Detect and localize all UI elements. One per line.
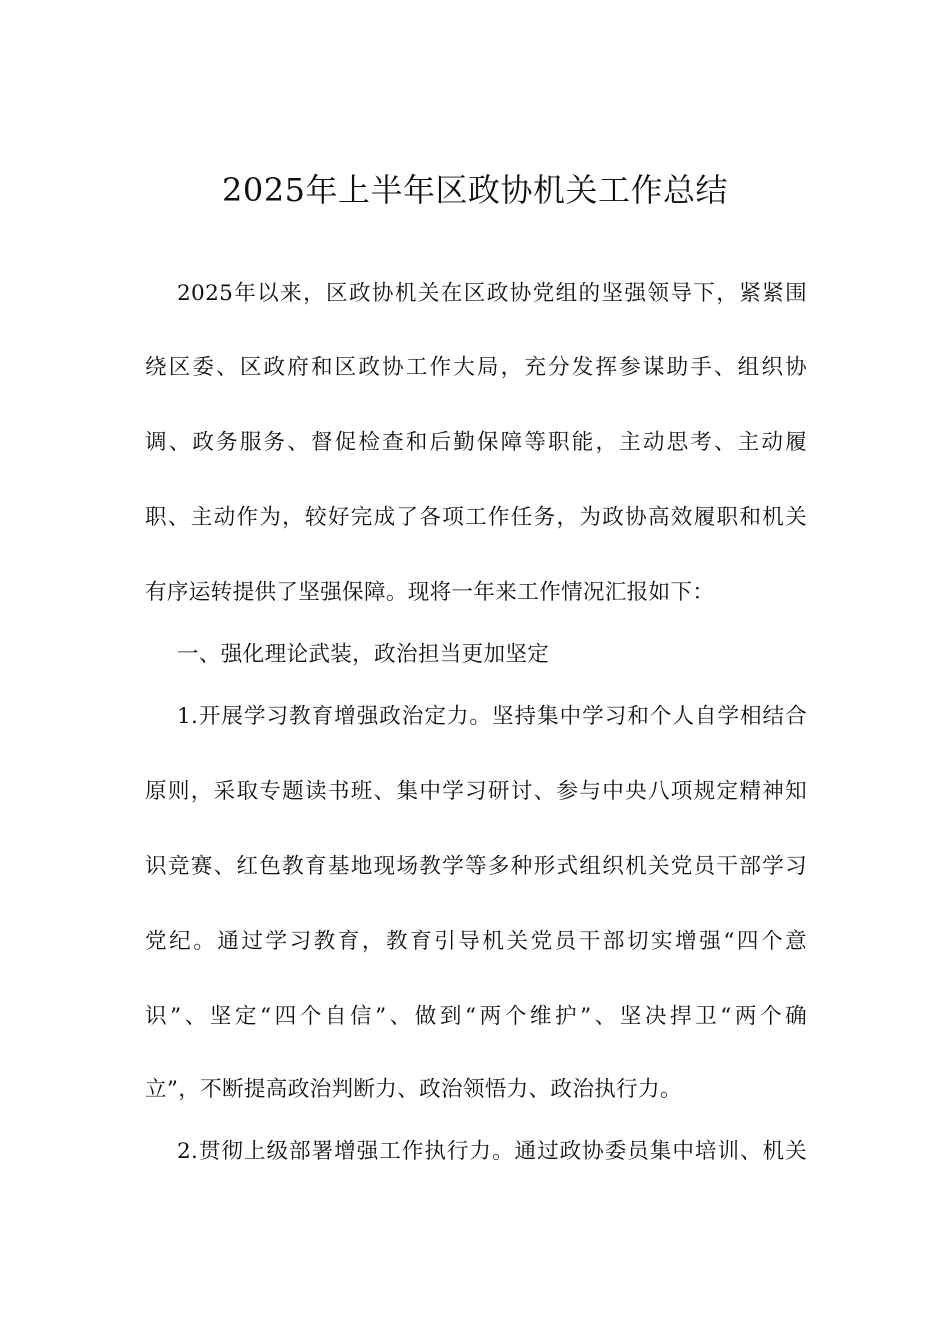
intro-paragraph-line-3: 调、政务服务、督促检查和后勤保障等职能，主动思考、主动履 (145, 430, 807, 455)
intro-paragraph-line-5: 有序运转提供了坚强保障。现将一年来工作情况汇报如下： (145, 580, 715, 605)
document-title: 2025年上半年区政协机关工作总结 (222, 171, 728, 209)
intro-paragraph-line-1: 2025年以来，区政协机关在区政协党组的坚强领导下，紧紧围 (177, 281, 807, 306)
section-heading-1: 一、强化理论武装，政治担当更加坚定 (177, 642, 550, 667)
item-1-line-1: 1.开展学习教育增强政治定力。坚持集中学习和个人自学相结合 (177, 704, 807, 729)
item-1-line-4: 党纪。通过学习教育，教育引导机关党员干部切实增强“四个意 (145, 929, 807, 954)
item-2-line-1: 2.贯彻上级部署增强工作执行力。通过政协委员集中培训、机关 (177, 1139, 807, 1164)
item-1-line-5: 识”、坚定“四个自信”、做到“两个维护”、坚决捍卫“两个确 (145, 1004, 807, 1029)
item-1-line-3: 识竞赛、红色教育基地现场教学等多种形式组织机关党员干部学习 (145, 854, 807, 879)
intro-paragraph-line-4: 职、主动作为，较好完成了各项工作任务，为政协高效履职和机关 (145, 505, 807, 530)
item-1-line-2: 原则，采取专题读书班、集中学习研讨、参与中央八项规定精神知 (145, 779, 807, 804)
item-1-line-6: 立”，不断提高政治判断力、政治领悟力、政治执行力。 (145, 1077, 682, 1102)
intro-paragraph-line-2: 绕区委、区政府和区政协工作大局，充分发挥参谋助手、组织协 (145, 355, 807, 380)
